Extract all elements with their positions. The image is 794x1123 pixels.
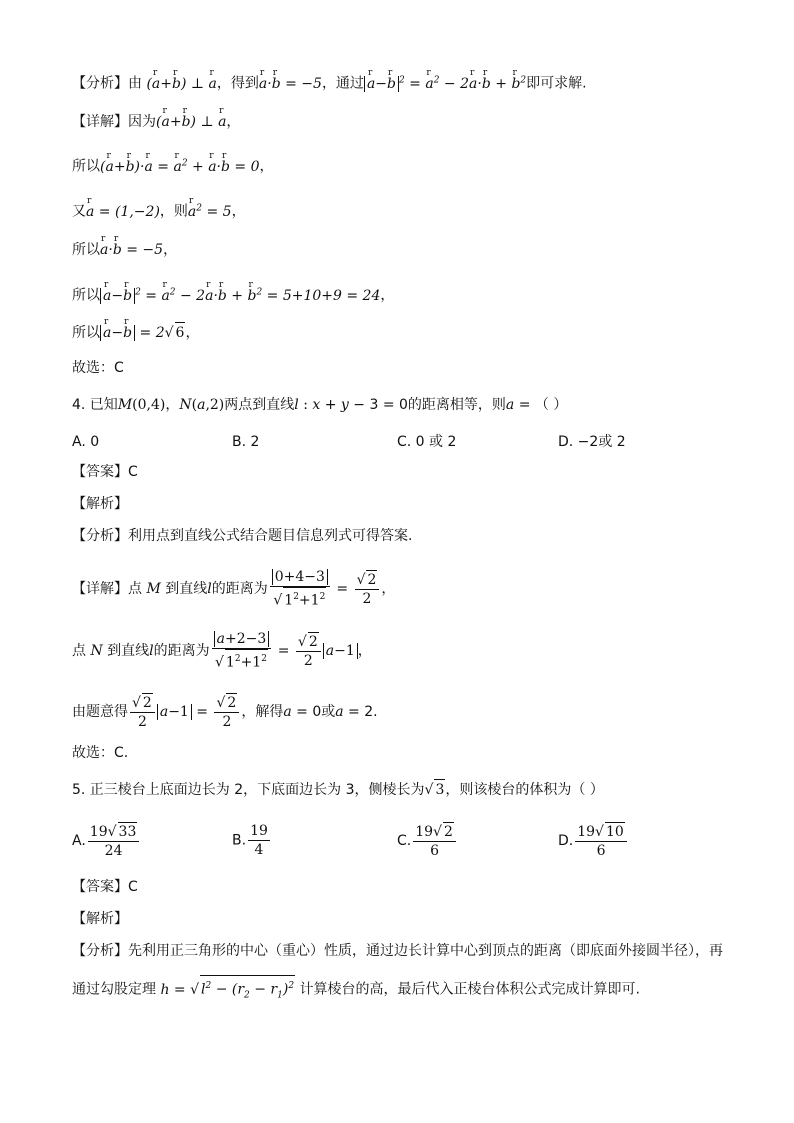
- q4-choose: 故选：C.: [72, 745, 129, 761]
- q3-line-so1: 所以(r a+r b)·r a = r $a^2 + r$ a·r b = 0，: [72, 153, 274, 177]
- q3-detail-line: 【详解】因为(r a+r b) ⊥ r a，: [72, 112, 240, 132]
- q4-detail-3: 由题意得 $\frac{√ 2}{2}$ a−1 = $\frac{√ 2}{2}$ ，解得a = 0或a = 2.: [72, 695, 378, 730]
- q4-answer: 【答案】C: [72, 464, 138, 480]
- height-formula: h = √ $l^2 - (r_2 - r_1)^2$: [160, 982, 295, 998]
- q5-option-d: D. $\frac{19√ 10}{6}$: [558, 822, 629, 860]
- q5-option-b: B. $\frac{19}{4}$: [232, 823, 268, 858]
- q3-analysis-line: 【分析】由 (r a+r b) ⊥ r a，得到r a·r b = −5，通过r a−r b $^2$ = r $a^2 - 2r$ a·r b + r $b^2$即可求解.: [72, 70, 587, 94]
- q4-detail-2: 点 N 到直线l的距离为 $\frac{a+2-3}{√ 1^2+1^2}$ = $\frac{√ 2}{2}$ a−1 ，: [72, 631, 372, 671]
- formula: (r a+r b) ⊥ r a: [146, 76, 216, 92]
- q5-option-a: A. $\frac{19√ 33}{24}$: [72, 822, 141, 860]
- q4-option-c: C. 0 或 2: [397, 434, 457, 450]
- q4-option-d: D. −2或 2: [558, 434, 626, 450]
- q5-answer: 【答案】C: [72, 879, 138, 895]
- q4-option-b: B. 2: [232, 434, 260, 450]
- q4-solution-label: 【解析】: [72, 496, 128, 512]
- distance-fraction: $\frac{0+4-3}{√ 1^2+1^2}$: [270, 568, 330, 610]
- q5-option-c: C. $\frac{19√ 2}{6}$: [397, 822, 458, 860]
- analysis-label: 【分析】: [72, 75, 128, 92]
- q3-line-so4: 所以r a−r b = 2√ 6，: [72, 322, 199, 343]
- q4-stem: 4. 已知M(0,4)，N(a,2)两点到直线l : x + y − 3 = 0的距离相等，则a = （ ）: [72, 397, 568, 413]
- q4-option-a: A. 0: [72, 434, 100, 450]
- q5-analysis-1: 【分析】先利用正三角形的中心（重心）性质，通过边长计算中心到顶点的距离（即底面外接圆半径），再: [72, 943, 723, 959]
- q5-analysis-2: 通过勾股定理 h = √ $l^2 - (r_2 - r_1)^2$ 计算棱台的高，最后代入正棱台体积公式完成计算即可.: [72, 975, 640, 1005]
- q5-solution-label: 【解析】: [72, 911, 128, 927]
- q3-line-so2: 所以r a·r b = −5，: [72, 240, 177, 260]
- q4-detail-1: 【详解】点 M 到直线l的距离为 $\frac{0+4-3}{√ 1^2+1^2}$ = $\frac{√ 2}{2}$ ，: [72, 569, 396, 609]
- q3-choose: 故选：C: [72, 360, 124, 376]
- q3-line-so3: 所以r a−r b $^2$ = r $a^2 - 2r$ a·r b + r $b^2 = 5+10+9 = 24$，: [72, 282, 394, 306]
- q4-analysis: 【分析】利用点到直线公式结合题目信息列式可得答案.: [72, 528, 413, 544]
- q5-stem: 5. 正三棱台上底面边长为 2，下底面边长为 3，侧棱长为√ 3，则该棱台的体积为（ ）: [72, 779, 604, 800]
- q3-line-again: 又r a = (1,−2)，则r $a^2 = 5$，: [72, 198, 246, 222]
